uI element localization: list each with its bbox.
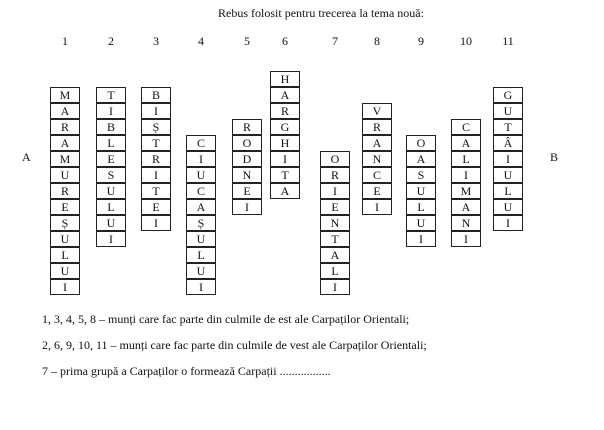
answer-cell: L bbox=[451, 151, 481, 167]
letter-cell: M bbox=[50, 87, 80, 103]
letter-cell: A bbox=[451, 135, 481, 151]
column-number: 2 bbox=[108, 34, 114, 48]
letter-cell: R bbox=[362, 119, 392, 135]
column-number: 9 bbox=[418, 34, 424, 48]
letter-cell: U bbox=[50, 231, 80, 247]
letter-cell: I bbox=[320, 279, 350, 295]
letter-cell: B bbox=[141, 87, 171, 103]
column-number: 1 bbox=[62, 34, 68, 48]
letter-cell: S bbox=[96, 167, 126, 183]
column-number: 10 bbox=[460, 34, 472, 48]
answer-cell: R bbox=[141, 151, 171, 167]
letter-cell: I bbox=[493, 215, 523, 231]
letter-cell: U bbox=[493, 103, 523, 119]
letter-cell: U bbox=[96, 183, 126, 199]
letter-cell: C bbox=[186, 135, 216, 151]
answer-cell: M bbox=[50, 151, 80, 167]
letter-cell: R bbox=[270, 103, 300, 119]
letter-cell: U bbox=[186, 263, 216, 279]
letter-cell: I bbox=[232, 199, 262, 215]
column-number: 3 bbox=[153, 34, 159, 48]
letter-cell: L bbox=[96, 135, 126, 151]
letter-cell: S bbox=[406, 167, 436, 183]
letter-cell: M bbox=[451, 183, 481, 199]
letter-cell: E bbox=[232, 183, 262, 199]
answer-cell: A bbox=[406, 151, 436, 167]
answer-cell: I bbox=[270, 151, 300, 167]
statement-carpathians: 7 – prima grupă a Carpaților o formează Carpații ................. bbox=[42, 364, 331, 378]
letter-cell: L bbox=[186, 247, 216, 263]
letter-cell: G bbox=[270, 119, 300, 135]
letter-cell: Â bbox=[493, 135, 523, 151]
letter-cell: L bbox=[50, 247, 80, 263]
letter-cell: H bbox=[270, 71, 300, 87]
letter-cell: R bbox=[50, 183, 80, 199]
letter-cell: U bbox=[406, 183, 436, 199]
letter-cell: T bbox=[270, 167, 300, 183]
letter-cell: A bbox=[186, 199, 216, 215]
letter-cell: O bbox=[232, 135, 262, 151]
letter-cell: A bbox=[270, 87, 300, 103]
letter-cell: R bbox=[232, 119, 262, 135]
letter-cell: U bbox=[493, 167, 523, 183]
letter-cell: E bbox=[141, 199, 171, 215]
letter-cell: L bbox=[406, 199, 436, 215]
letter-cell: I bbox=[96, 103, 126, 119]
letter-cell: C bbox=[451, 119, 481, 135]
answer-cell: O bbox=[320, 151, 350, 167]
letter-cell: U bbox=[96, 215, 126, 231]
letter-cell: A bbox=[362, 135, 392, 151]
answer-cell: N bbox=[362, 151, 392, 167]
letter-cell: E bbox=[320, 199, 350, 215]
letter-cell: N bbox=[232, 167, 262, 183]
statement-west: 2, 6, 9, 10, 11 – munți care fac parte din culmile de vest ale Carpaților Orientali; bbox=[42, 338, 427, 352]
letter-cell: R bbox=[320, 167, 350, 183]
column-number: 4 bbox=[198, 34, 204, 48]
letter-cell: I bbox=[320, 183, 350, 199]
letter-cell: H bbox=[270, 135, 300, 151]
letter-cell: L bbox=[320, 263, 350, 279]
letter-cell: L bbox=[493, 183, 523, 199]
letter-cell: T bbox=[493, 119, 523, 135]
column-number: 5 bbox=[244, 34, 250, 48]
column-number: 11 bbox=[502, 34, 514, 48]
letter-cell: G bbox=[493, 87, 523, 103]
letter-cell: T bbox=[141, 183, 171, 199]
letter-cell: C bbox=[186, 183, 216, 199]
side-label-b: B bbox=[550, 150, 559, 164]
letter-cell: V bbox=[362, 103, 392, 119]
letter-cell: N bbox=[451, 215, 481, 231]
letter-cell: A bbox=[50, 103, 80, 119]
column-number: 8 bbox=[374, 34, 380, 48]
column-number: 7 bbox=[332, 34, 338, 48]
rebus-title: Rebus folosit pentru trecerea la tema nouă: bbox=[218, 6, 424, 20]
letter-cell: U bbox=[493, 199, 523, 215]
letter-cell: I bbox=[50, 279, 80, 295]
letter-cell: Ș bbox=[141, 119, 171, 135]
letter-cell: I bbox=[406, 231, 436, 247]
letter-cell: I bbox=[96, 231, 126, 247]
letter-cell: T bbox=[320, 231, 350, 247]
letter-cell: A bbox=[451, 199, 481, 215]
letter-cell: E bbox=[362, 183, 392, 199]
letter-cell: I bbox=[141, 103, 171, 119]
letter-cell: T bbox=[96, 87, 126, 103]
letter-cell: U bbox=[50, 263, 80, 279]
letter-cell: Ș bbox=[50, 215, 80, 231]
letter-cell: T bbox=[141, 135, 171, 151]
letter-cell: N bbox=[320, 215, 350, 231]
letter-cell: I bbox=[141, 167, 171, 183]
letter-cell: I bbox=[362, 199, 392, 215]
letter-cell: U bbox=[50, 167, 80, 183]
letter-cell: U bbox=[186, 167, 216, 183]
letter-cell: Ș bbox=[186, 215, 216, 231]
letter-cell: A bbox=[270, 183, 300, 199]
letter-cell: B bbox=[96, 119, 126, 135]
letter-cell: L bbox=[96, 199, 126, 215]
letter-cell: A bbox=[320, 247, 350, 263]
letter-cell: U bbox=[186, 231, 216, 247]
side-label-a: A bbox=[22, 150, 31, 164]
column-number: 6 bbox=[282, 34, 288, 48]
letter-cell: E bbox=[50, 199, 80, 215]
letter-cell: I bbox=[451, 231, 481, 247]
answer-cell: I bbox=[493, 151, 523, 167]
letter-cell: I bbox=[451, 167, 481, 183]
letter-cell: I bbox=[141, 215, 171, 231]
answer-cell: E bbox=[96, 151, 126, 167]
statement-east: 1, 3, 4, 5, 8 – munți care fac parte din culmile de est ale Carpaților Orientali; bbox=[42, 312, 410, 326]
letter-cell: R bbox=[50, 119, 80, 135]
letter-cell: I bbox=[186, 279, 216, 295]
letter-cell: O bbox=[406, 135, 436, 151]
letter-cell: A bbox=[50, 135, 80, 151]
answer-cell: I bbox=[186, 151, 216, 167]
letter-cell: C bbox=[362, 167, 392, 183]
letter-cell: U bbox=[406, 215, 436, 231]
answer-cell: D bbox=[232, 151, 262, 167]
